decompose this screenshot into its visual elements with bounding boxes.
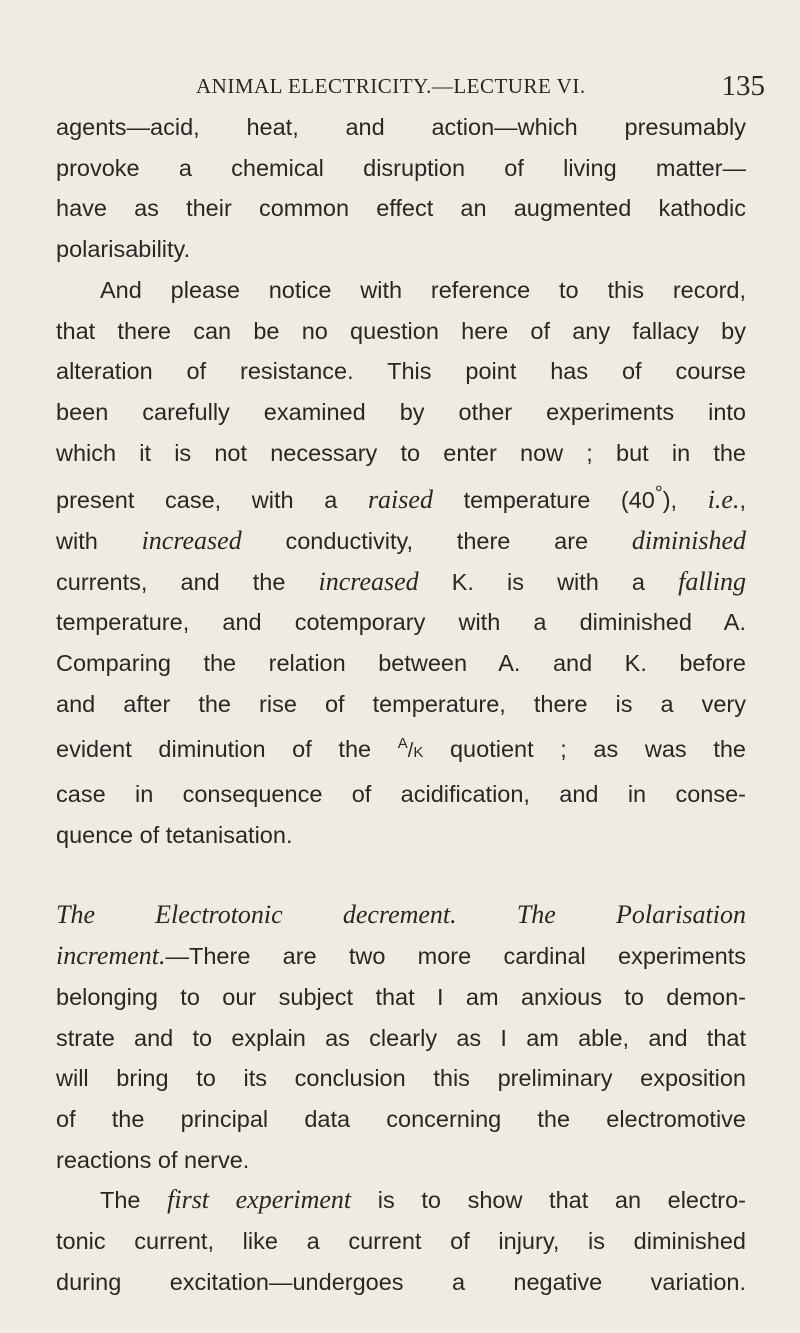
text-line: that there can be no question here of any fallacy by <box>56 317 746 344</box>
text-line <box>56 473 746 521</box>
italic-run: raised <box>367 485 433 515</box>
text-line: case in consequence of acidification, and in conse- <box>56 781 746 808</box>
text-line: reactions of nerve. <box>56 1146 250 1173</box>
text-run: , <box>739 487 746 514</box>
text-run: K. is with a <box>418 568 679 595</box>
text-line: And please notice with reference to this record, <box>100 276 746 303</box>
text-line: which it is not necessary to enter now ; but in the <box>56 439 746 466</box>
italic-run: first experiment <box>167 1185 352 1215</box>
italic-run: The Polarisation <box>516 900 747 930</box>
text-line: provoke a chemical disruption of living matter— <box>56 154 746 181</box>
text-run: The <box>100 1187 168 1214</box>
text-line: Comparing the relation between A. and K. before <box>56 649 746 676</box>
italic-run: increased <box>318 566 419 596</box>
text-line <box>56 724 746 774</box>
text-run: —There are two more cardinal experiments <box>165 943 746 970</box>
text-line: been carefully examined by other experiments into <box>56 398 746 425</box>
text-line: belonging to our subject that I am anxious to demon- <box>56 983 746 1010</box>
text-line: tonic current, like a current of injury, is diminished <box>56 1228 746 1255</box>
italic-run: diminished <box>631 525 746 555</box>
text-run: with <box>56 527 142 554</box>
text-run: ), <box>662 487 708 514</box>
text-line: polarisability. <box>56 236 191 263</box>
section-heading-line <box>56 895 746 936</box>
text-line: alteration of resistance. This point has of course <box>56 358 746 385</box>
text-line: during excitation—undergoes a negative variation. <box>56 1268 746 1295</box>
fraction-numerator: A <box>397 735 408 753</box>
text-line <box>56 562 746 603</box>
body-text <box>56 107 746 1303</box>
text-line <box>56 1180 746 1221</box>
text-line: agents—acid, heat, and action—which presumably <box>56 114 746 140</box>
text-run: evident diminution of the <box>56 736 398 763</box>
running-head: ANIMAL ELECTRICITY.—LECTURE VI. <box>196 74 586 98</box>
a-over-k-fraction <box>398 736 424 762</box>
italic-run: increased <box>141 525 242 555</box>
text-line <box>56 936 746 977</box>
degree-sign: ° <box>654 482 663 505</box>
text-line: have as their common effect an augmented kathodic <box>56 195 746 222</box>
text-run: temperature (40 <box>432 487 655 514</box>
text-line: strate and to explain as clearly as I am able, and that <box>56 1024 746 1051</box>
page-number: 135 <box>721 70 765 102</box>
italic-run: increment. <box>56 941 166 971</box>
text-run: conductivity, there are <box>241 527 632 554</box>
text-line <box>56 521 746 562</box>
fraction-slash: / <box>407 740 414 763</box>
text-run: present case, with a <box>56 487 368 514</box>
italic-run: The Electrotonic decrement. <box>56 900 457 930</box>
italic-run: falling <box>678 566 746 596</box>
fraction-denominator: K <box>413 744 424 762</box>
text-line: will bring to its conclusion this preliminary exposition <box>56 1065 746 1092</box>
text-run: quotient ; as was the <box>423 736 746 763</box>
text-line: temperature, and cotemporary with a diminished A. <box>56 609 746 636</box>
text-line: and after the rise of temperature, there is a very <box>56 690 746 717</box>
italic-run: i.e. <box>707 485 740 515</box>
text-line: quence of tetanisation. <box>56 821 293 848</box>
text-run: is to show that an electro- <box>351 1187 746 1214</box>
text-line: of the principal data concerning the electromotive <box>56 1106 746 1132</box>
text-run <box>457 902 517 928</box>
text-run: currents, and the <box>56 568 319 595</box>
